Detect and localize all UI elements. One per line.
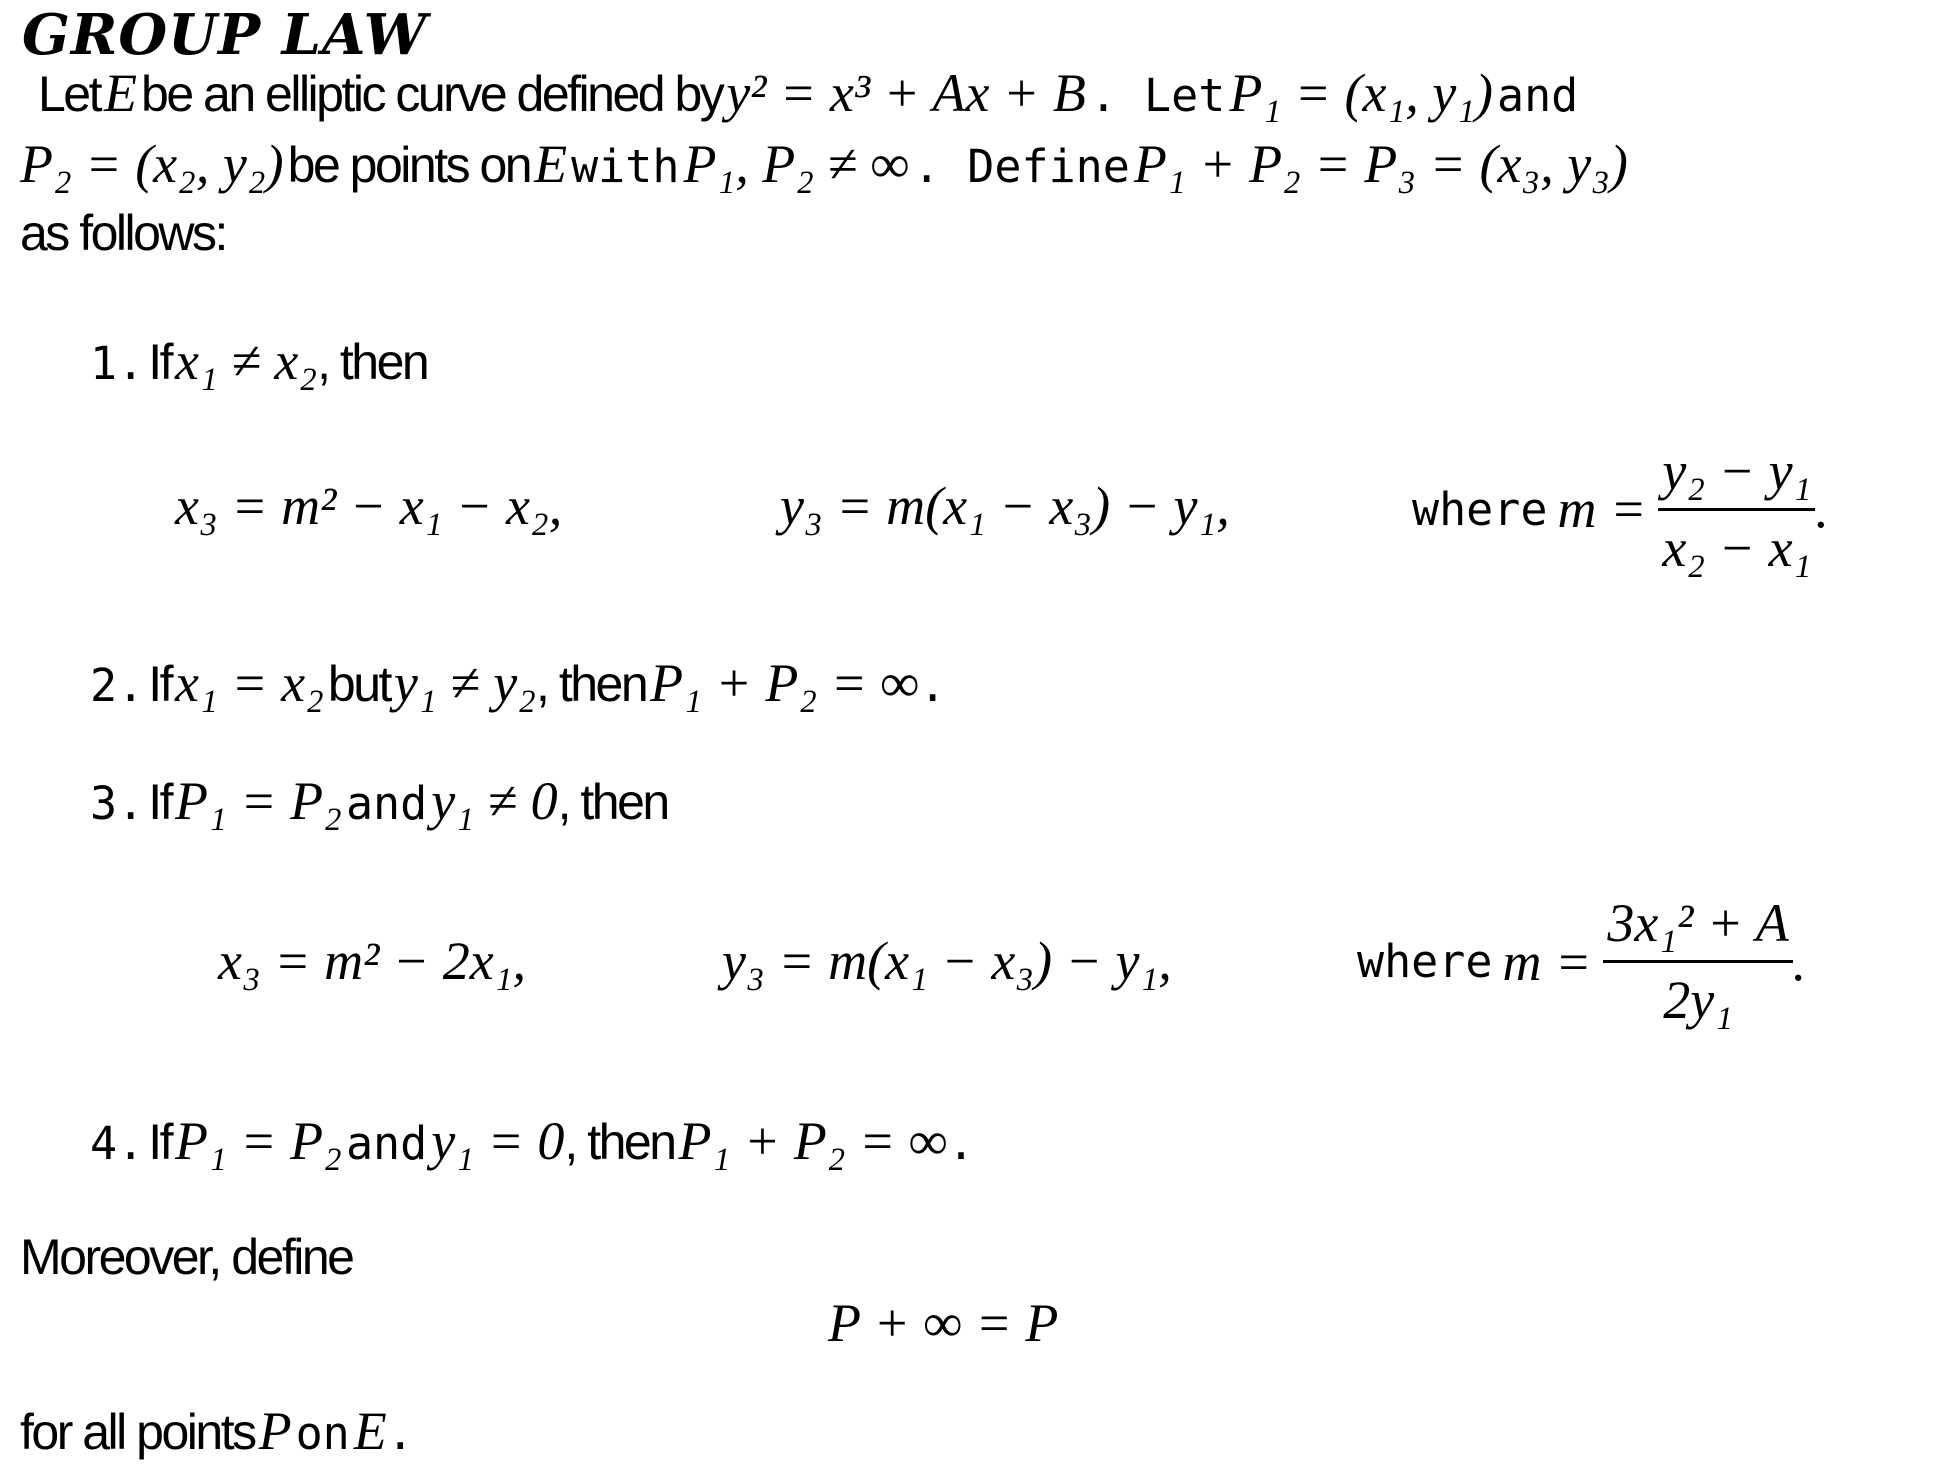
curve-symbol-e: E xyxy=(104,63,138,123)
intro-define: . Define xyxy=(913,140,1130,193)
curve-symbol-e-2: E xyxy=(534,134,568,194)
case-4-period: . xyxy=(947,1117,975,1170)
formula-2-x3: x₃ = m² − 2x₁, xyxy=(218,931,527,991)
case-4-and: and xyxy=(345,1117,428,1170)
case-1-if: If xyxy=(148,334,171,390)
case-4-number: 4. xyxy=(90,1117,145,1170)
page-title: GROUP LAW xyxy=(22,2,428,68)
formula-1-numerator: y₂ − y₁ xyxy=(1658,440,1815,511)
identity-equation: P + ∞ = P xyxy=(828,1293,1059,1353)
formula-1-y3: y₃ = m(x₁ − x₃) − y₁, xyxy=(780,476,1230,536)
intro-curve-text: be an elliptic curve defined by xyxy=(141,66,723,122)
case-1-number: 1. xyxy=(90,337,145,390)
point-p1-def: P₁ = (x₁, y₁) xyxy=(1229,63,1493,123)
intro-with: with xyxy=(571,140,680,193)
intro-let: Let xyxy=(38,66,101,122)
case-1-then: , then xyxy=(317,334,428,390)
case-2-result: P₁ + P₂ = ∞ xyxy=(650,653,920,713)
formula-2-slope xyxy=(1357,894,1806,1029)
formula-1-where: where xyxy=(1412,482,1548,536)
case-2-but: but xyxy=(327,656,390,712)
case-4-if: If xyxy=(148,1114,171,1170)
formula-1-period: . xyxy=(1815,479,1829,539)
formula-2-fraction xyxy=(1603,892,1792,1031)
formula-2-numerator: 3x₁² + A xyxy=(1603,892,1792,963)
closing-line xyxy=(20,1400,414,1462)
case-4 xyxy=(90,1110,975,1172)
case-2-condition-b: y₁ ≠ y₂ xyxy=(393,653,537,713)
case-2 xyxy=(90,652,946,714)
case-3-number: 3. xyxy=(90,777,145,830)
intro-let-2: . Let xyxy=(1089,69,1226,122)
case-3-then: , then xyxy=(557,774,668,830)
intro-line-2 xyxy=(20,133,1628,195)
case-3-condition-a: P₁ = P₂ xyxy=(174,771,342,831)
formula-1-x3: x₃ = m² − x₁ − x₂, xyxy=(175,476,563,536)
case-2-if: If xyxy=(148,656,171,712)
formula-2-denominator: 2y₁ xyxy=(1663,970,1733,1030)
closing-on: on xyxy=(295,1407,350,1460)
formula-1-slope xyxy=(1412,440,1829,578)
case-3 xyxy=(90,770,668,832)
closing-text: for all points xyxy=(20,1404,255,1460)
sum-definition: P₁ + P₂ = P₃ = (x₃, y₃) xyxy=(1133,134,1628,194)
case-3-if: If xyxy=(148,774,171,830)
point-p2-def: P₂ = (x₂, y₂) xyxy=(20,134,284,194)
points-not-infinity: P₁, P₂ ≠ ∞ xyxy=(683,134,910,194)
curve-equation: y² = x³ + Ax + B xyxy=(726,63,1086,123)
closing-e: E xyxy=(353,1401,387,1461)
case-2-then: , then xyxy=(536,656,647,712)
intro-points-on: be points on xyxy=(287,137,531,193)
case-3-condition-b: y₁ ≠ 0 xyxy=(431,771,558,831)
case-2-number: 2. xyxy=(90,659,145,712)
formula-1-m-eq: m = xyxy=(1557,479,1647,539)
intro-line-3: as follows: xyxy=(20,205,226,261)
case-2-condition-a: x₁ = x₂ xyxy=(174,653,324,713)
case-1 xyxy=(90,330,427,392)
formula-2-y3: y₃ = m(x₁ − x₃) − y₁, xyxy=(722,931,1172,991)
formula-2-period: . xyxy=(1792,931,1807,992)
case-1-condition: x₁ ≠ x₂ xyxy=(174,331,318,391)
closing-p: P xyxy=(258,1401,292,1461)
case-4-result: P₁ + P₂ = ∞ xyxy=(678,1111,948,1171)
case-4-then: , then xyxy=(564,1114,675,1170)
case-4-condition-a: P₁ = P₂ xyxy=(174,1111,342,1171)
moreover-text: Moreover, define xyxy=(20,1229,353,1285)
formula-2-where: where xyxy=(1357,935,1493,988)
closing-period: . xyxy=(386,1407,414,1460)
intro-line-1 xyxy=(38,62,1578,124)
case-4-condition-b: y₁ = 0 xyxy=(431,1111,565,1171)
formula-1-fraction xyxy=(1658,440,1815,579)
case-2-period: . xyxy=(919,659,947,712)
case-3-and: and xyxy=(345,777,428,830)
intro-and: and xyxy=(1497,69,1579,122)
formula-2-m-eq: m = xyxy=(1502,931,1592,992)
formula-1-denominator: x₂ − x₁ xyxy=(1662,517,1812,578)
